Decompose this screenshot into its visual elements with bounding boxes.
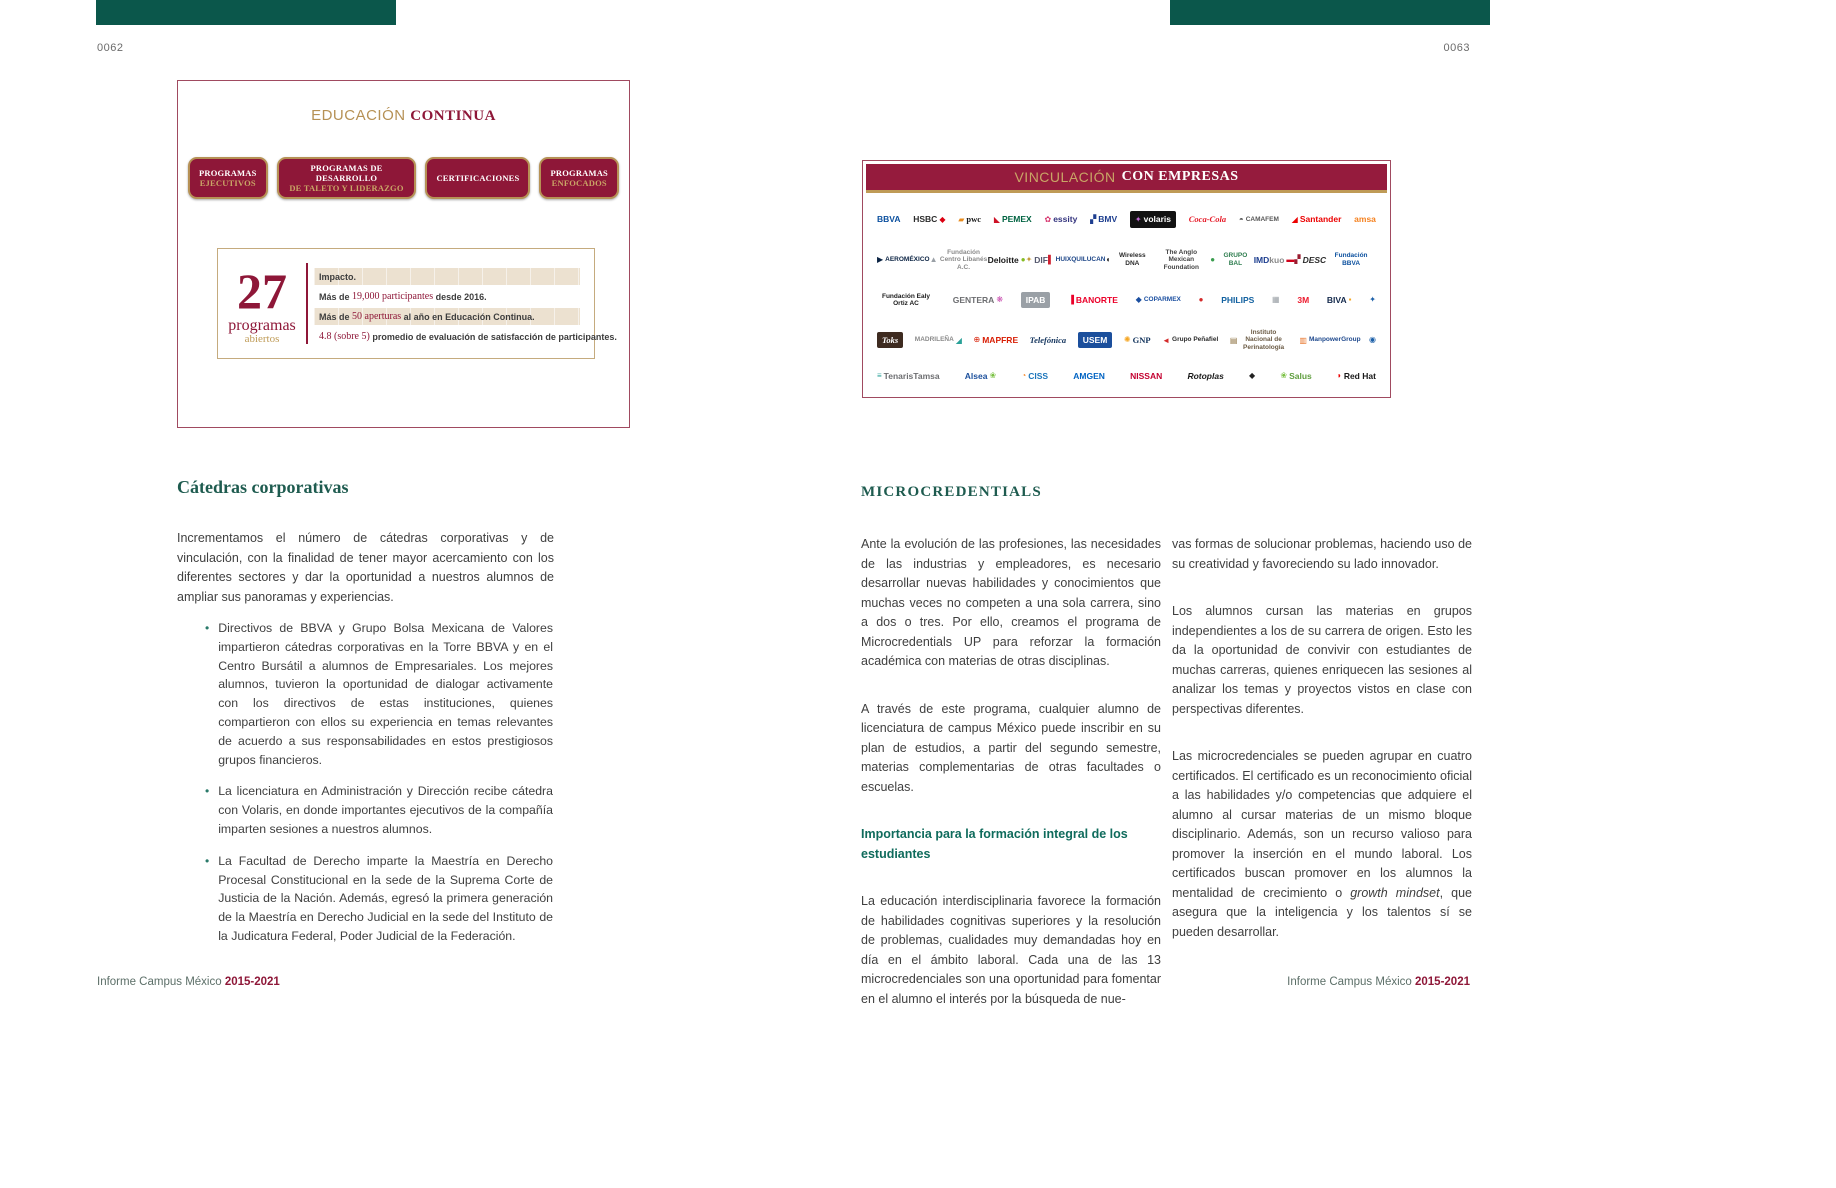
vinculacion-banner xyxy=(866,164,1387,193)
educacion-continua-panel xyxy=(177,80,630,428)
company-logo xyxy=(1130,372,1162,381)
company-logo xyxy=(1106,252,1153,267)
logo-label: volaris xyxy=(1143,214,1171,225)
logo-mark-icon: ⊕ xyxy=(973,335,981,345)
footer-label: Informe Campus México xyxy=(1287,976,1415,988)
company-logo xyxy=(1045,215,1078,224)
logo-mark-icon: ▪ xyxy=(1348,294,1352,304)
logo-label: PEMEX xyxy=(1001,214,1032,225)
logo-mark-icon: ◄ xyxy=(1162,335,1171,345)
logo-label: Instituto Nacional de Perinatología xyxy=(1243,328,1285,351)
company-logo xyxy=(1272,296,1280,304)
company-logo xyxy=(1048,255,1106,264)
logo-row-5 xyxy=(877,372,1376,381)
catedras-intro-paragraph: Incrementamos el número de cátedras corporativas y de vinculación, con la finalidad de tener mayor acercamiento con los diferentes sectores y dar la oportunidad a nuestros alumnos de ampliar sus panoramas y experiencias. xyxy=(177,531,554,604)
logo-label: GRUPO BAL xyxy=(1223,252,1248,267)
logo-label: Santander xyxy=(1299,214,1342,225)
logo-mark-icon: ❀ xyxy=(989,371,997,381)
logo-label: Coca-Cola xyxy=(1188,214,1227,225)
impact-row xyxy=(314,328,617,345)
logo-label: Toks xyxy=(882,334,899,345)
logo-mark-icon: ◆ xyxy=(1249,371,1256,381)
logo-mark-icon: ✦ xyxy=(1134,214,1142,224)
program-button-line2: DE TALETO Y LIDERAZGO xyxy=(289,183,404,193)
company-logo xyxy=(1221,296,1254,305)
logo-label: HSBC xyxy=(913,214,938,225)
company-logo xyxy=(1124,336,1151,345)
logo-label: 3M xyxy=(1297,294,1310,305)
logo-label: CISS xyxy=(1028,371,1049,382)
footer-label: Informe Campus México xyxy=(97,976,225,988)
logo-mark-icon: ◗ xyxy=(1336,371,1342,381)
logo-mark-icon: ▐ xyxy=(1068,294,1074,304)
bullet-item xyxy=(205,619,553,769)
impact-divider xyxy=(306,263,308,344)
micro-paragraph: Los alumnos cursan las materias en grupos independientes a los de su carrera de origen. Esto les da la oportunidad de convivir con estudiantes de muchas carreras, quienes enriquecen las sesiones al analizar los temas y proyectos vistos en clase con perspectivas diferentes. xyxy=(1172,604,1472,716)
program-button-line1: PROGRAMAS xyxy=(199,168,257,178)
program-buttons-row xyxy=(178,157,629,199)
program-button-line2: EJECUTIVOS xyxy=(199,178,256,188)
logo-mark-icon: ◓ xyxy=(1238,215,1244,225)
impact-row-lead: Más de xyxy=(319,291,353,302)
programs-count-sublabel: abiertos xyxy=(244,332,280,345)
logo-label: ManpowerGroup xyxy=(1308,336,1361,344)
logo-label: pwc xyxy=(966,214,982,225)
logo-label: IMD xyxy=(1253,254,1270,265)
impact-row-highlight: 4.8 (sobre 5) xyxy=(319,331,370,342)
program-category-button xyxy=(188,157,268,199)
logo-label: AEROMÉXICO xyxy=(885,256,930,264)
right-page-top-bar xyxy=(1170,0,1490,25)
company-logo xyxy=(877,215,900,224)
company-logo xyxy=(994,215,1032,224)
company-logo xyxy=(1073,372,1105,381)
programs-count: 27 xyxy=(237,262,287,319)
company-logo xyxy=(1294,256,1326,265)
company-logo xyxy=(1210,252,1253,267)
company-logo xyxy=(1162,336,1218,345)
company-logo xyxy=(958,215,981,224)
logo-mark-icon: ≡ xyxy=(877,371,882,381)
micro-paragraph-italic: growth mindset xyxy=(1350,885,1440,900)
logo-mark-icon: ◢ xyxy=(955,335,962,345)
micro-paragraph: La educación interdisciplinaria favorece la formación de habilidades cognitivas superiores y la resolución de problemas, cualidades muy demandadas hoy en día en el ámbito laboral. Cada una de las 13 microcredenciales son una oportunidad para fomentar en el alumno el interés por la búsqueda de nue- xyxy=(861,894,1161,1006)
educacion-continua-title xyxy=(178,107,629,125)
logo-label: GENTERA xyxy=(952,294,995,305)
company-logo xyxy=(1130,211,1176,228)
logo-label: Fundación Centro Libanés A.C. xyxy=(939,248,988,271)
logo-mark-icon: ✦ xyxy=(1025,254,1033,264)
logo-label: DIF xyxy=(1034,254,1048,265)
company-logo xyxy=(1078,332,1113,349)
company-logo xyxy=(1199,296,1204,304)
logo-label: essity xyxy=(1053,214,1078,225)
logo-mark-icon: ◆ xyxy=(939,214,946,224)
logo-mark-icon: ▞ xyxy=(1294,254,1301,264)
company-logo xyxy=(1189,215,1226,224)
logo-label: TenarisTamsa xyxy=(883,371,940,382)
program-button-line2: ENFOCADOS xyxy=(551,178,607,188)
impact-row-lead: Impacto. xyxy=(319,271,357,282)
logo-mark-icon: ▥ xyxy=(1299,335,1307,345)
logo-label: Telefónica xyxy=(1029,334,1067,345)
company-logo xyxy=(1068,296,1118,305)
company-logo xyxy=(1337,372,1376,381)
logo-label: BIVA xyxy=(1326,294,1347,305)
logo-label: Wireless DNA xyxy=(1118,252,1146,267)
impact-row-tail: promedio de evaluación de satisfacción de participantes. xyxy=(369,331,617,342)
logo-mark-icon: ◖ xyxy=(1105,255,1111,265)
logo-mark-icon: ▲ xyxy=(929,255,938,265)
logo-mark-icon: ◣ xyxy=(993,214,1000,224)
impact-row xyxy=(314,308,580,325)
program-button-line1: CERTIFICACIONES xyxy=(436,173,520,183)
programs-count-label: programas xyxy=(228,316,296,334)
catedras-bullet-list xyxy=(205,619,553,959)
logo-mark-icon: ▤ xyxy=(1229,335,1238,345)
logo-label: Fundación BBVA xyxy=(1334,252,1368,267)
logo-label: Deloitte xyxy=(987,254,1019,265)
impact-row-tail: al año en Educación Continua. xyxy=(401,311,535,322)
company-logo xyxy=(915,336,962,345)
impact-row-lead: Más de xyxy=(319,311,353,322)
program-category-button xyxy=(277,157,417,199)
company-logo xyxy=(1297,296,1309,305)
logo-label: Fundación Ealy Ortiz AC xyxy=(881,292,931,307)
title-word-con-empresas: CON EMPRESAS xyxy=(1121,169,1239,184)
impact-row xyxy=(314,268,580,285)
logo-label: Grupo Peñafiel xyxy=(1172,336,1219,344)
logo-label: BMV xyxy=(1098,214,1118,225)
left-page-footer xyxy=(97,976,280,988)
logo-mark-icon: ◔ xyxy=(1021,371,1027,381)
company-logo xyxy=(1152,249,1210,271)
company-logo xyxy=(953,296,1003,305)
company-logo xyxy=(877,372,940,381)
logo-mark-icon: ▶ xyxy=(877,255,884,265)
micro-paragraph: A través de este programa, cualquier alumno de licenciatura de campus México puede inscribir en su plan de estudios, a partir del segundo semestre, materias complementarias de otras facultades o escuelas. xyxy=(861,701,1161,794)
logo-label: BBVA xyxy=(877,214,901,225)
logo-label: MAPFRE xyxy=(982,334,1019,345)
logo-mark-icon: ◉ xyxy=(1368,335,1376,345)
microcredentials-column-2 xyxy=(1172,535,1472,970)
company-logo xyxy=(1369,296,1376,304)
micro-subheading: Importancia para la formación integral de los estudiantes xyxy=(861,827,1128,861)
impact-row-highlight: 50 aperturas xyxy=(352,311,402,322)
bullet-dot-icon: • xyxy=(205,621,210,635)
logo-row-1 xyxy=(877,211,1376,228)
left-page-top-bar xyxy=(96,0,396,25)
title-word-vinculacion: VINCULACIÓN xyxy=(1014,169,1116,185)
logo-label: AMGEN xyxy=(1073,371,1105,382)
company-logo xyxy=(1239,215,1279,224)
logo-mark-icon: ▞ xyxy=(1090,214,1097,224)
micro-paragraph: vas formas de solucionar problemas, haciendo uso de su creatividad y favoreciendo su lado innovador. xyxy=(1172,537,1472,571)
impact-row xyxy=(314,288,580,305)
company-logo xyxy=(1292,215,1342,224)
company-logo xyxy=(930,249,988,271)
microcredentials-heading: MICROCREDENTIALS xyxy=(861,484,1042,500)
program-button-line1: PROGRAMAS xyxy=(550,168,608,178)
company-logo xyxy=(965,372,996,381)
logo-mark-icon: ▬ xyxy=(1286,254,1295,264)
logo-mark-icon: ▰ xyxy=(958,214,965,224)
company-logo xyxy=(1254,256,1270,265)
company-logo xyxy=(1026,256,1048,265)
bullet-item xyxy=(205,782,553,838)
company-logos-grid xyxy=(877,201,1376,391)
logo-label: kuo xyxy=(1269,254,1285,265)
company-logo xyxy=(877,332,903,349)
company-logo xyxy=(1249,372,1255,380)
logo-label: Alsea xyxy=(964,371,988,382)
footer-years: 2015-2021 xyxy=(224,976,280,988)
company-logo xyxy=(988,256,1026,265)
logo-mark-icon: ✿ xyxy=(1044,214,1052,224)
logo-label: CAMAFEM xyxy=(1245,215,1279,223)
program-category-button xyxy=(539,157,619,199)
company-logo xyxy=(1090,215,1117,224)
logo-mark-icon: ◆ xyxy=(1135,295,1142,305)
logo-mark-icon: ● xyxy=(1198,294,1204,304)
logo-row-2 xyxy=(877,249,1376,271)
logo-label: amsa xyxy=(1354,214,1376,225)
left-page-number: 0062 xyxy=(97,42,124,54)
company-logo xyxy=(1187,372,1223,381)
program-category-button xyxy=(425,157,530,199)
logo-row-4 xyxy=(877,329,1376,351)
logo-mark-icon: ❀ xyxy=(1280,371,1288,381)
logo-mark-icon: ▌ xyxy=(1048,255,1054,265)
logo-label: NISSAN xyxy=(1130,371,1163,382)
impact-row-highlight: 19,000 participantes xyxy=(352,291,434,302)
logo-label: DESC xyxy=(1302,254,1327,265)
company-logo xyxy=(877,255,930,264)
company-logo xyxy=(1326,252,1376,267)
company-logo xyxy=(1299,335,1361,345)
impact-row-tail: desde 2016. xyxy=(433,291,487,302)
micro-paragraph-text: Las microcredenciales se pueden agrupar en cuatro certificados. El certificado es un reconocimiento oficial a las habilidades y/o competencias que adquiere el alumno al cursar materias de un mismo bloque disciplinario. Además, son un recurso valioso para promover la inserción en el mundo laboral. Los certificados buscan promover en los alumnos la mentalidad de crecimiento o xyxy=(1172,749,1472,900)
logo-label: BANORTE xyxy=(1075,294,1118,305)
logo-label: HUIXQUILUCAN xyxy=(1055,256,1106,264)
logo-label: Rotoplas xyxy=(1187,371,1224,382)
bullet-dot-icon: • xyxy=(205,784,210,799)
company-logo xyxy=(1280,372,1311,381)
bullet-text: La Facultad de Derecho imparte la Maestría en Derecho Procesal Constitucional en la sede de la Suprema Corte de Justicia de la Nación. Además, egresó la primera generación de la Maestría en Derecho Judicial en la sede del Instituto de la Judicatura Federal, Poder Judicial de la Federación. xyxy=(218,853,553,943)
right-page-footer xyxy=(1170,976,1470,988)
company-logo xyxy=(1030,336,1067,345)
vinculacion-panel xyxy=(862,160,1391,398)
bullet-text: La licenciatura en Administración y Dirección recibe cátedra con Volaris, en donde importantes ejecutivos de la compañía imparten sesiones a nuestros alumnos. xyxy=(218,784,553,836)
company-logo xyxy=(1369,336,1376,344)
bullet-text: Directivos de BBVA y Grupo Bolsa Mexicana de Valores impartieron cátedras corporativas en la Torre BBVA y en el Centro Bursátil a alumnos de Empresariales. Los mejores alumnos, tuvieron la oportunidad de dialogar activamente con los directivos de estas instituciones, quienes compartieron con ellos su experiencia en temas relevantes de acuerdo a sus responsabilidades en estos prestigiosos grupos financieros. xyxy=(218,621,553,767)
footer-years: 2015-2021 xyxy=(1415,976,1470,988)
logo-label: IPAB xyxy=(1025,294,1046,305)
micro-paragraph: Ante la evolución de las profesiones, las necesidades de las industrias y empleadores, es necesario desarrollar nuevas habilidades y conocimientos que muchas veces no competen a una sola carrera, sino a dos o tres. Por ello, creamos el programa de Microcredentials UP para reforzar la formación académica con materias de otras disciplinas. xyxy=(861,537,1161,668)
logo-label: Red Hat xyxy=(1343,371,1376,382)
company-logo xyxy=(974,336,1019,345)
logo-label: Salus xyxy=(1289,371,1312,382)
catedras-heading: Cátedras corporativas xyxy=(177,477,349,497)
company-logo xyxy=(1021,292,1051,309)
logo-mark-icon: ◢ xyxy=(1291,214,1298,224)
logo-mark-icon: ✦ xyxy=(1369,294,1376,304)
logo-label: PHILIPS xyxy=(1221,294,1255,305)
logo-label: USEM xyxy=(1082,334,1108,345)
company-logo xyxy=(1354,215,1376,224)
logo-row-3 xyxy=(877,292,1376,309)
logo-mark-icon: ❋ xyxy=(996,294,1004,304)
microcredentials-column-1 xyxy=(861,535,1161,1037)
company-logo xyxy=(1230,329,1288,351)
micro-paragraph-text: , que asegura que la inteligencia y los talentos sí se pueden desarrollar. xyxy=(1172,885,1472,939)
right-page-number: 0063 xyxy=(1443,42,1470,54)
company-logo xyxy=(1136,295,1181,304)
micro-paragraph xyxy=(1172,747,1472,942)
company-logo xyxy=(1021,372,1048,381)
bullet-item xyxy=(205,852,553,946)
impact-rows xyxy=(314,268,617,348)
company-logo xyxy=(913,215,945,224)
logo-label: The Anglo Mexican Foundation xyxy=(1163,248,1199,271)
logo-label: GNP xyxy=(1132,334,1151,345)
logo-label: MADRILEÑA xyxy=(914,336,954,344)
program-button-line1: PROGRAMAS DE DESARROLLO xyxy=(310,163,383,183)
programs-count-block xyxy=(218,249,306,358)
impact-stats-box xyxy=(217,248,617,359)
company-logo xyxy=(1269,256,1294,265)
logo-mark-icon: ▦ xyxy=(1272,294,1280,304)
logo-mark-icon: ● xyxy=(1210,255,1216,265)
title-word-continua: CONTINUA xyxy=(410,108,496,124)
bullet-dot-icon: • xyxy=(205,853,210,868)
logo-label: COPARMEX xyxy=(1143,296,1181,304)
logo-mark-icon: ✺ xyxy=(1123,335,1131,345)
title-word-educacion: EDUCACIÓN xyxy=(311,107,411,124)
company-logo xyxy=(1327,296,1352,305)
logo-mark-icon: ● xyxy=(1020,254,1026,264)
company-logo xyxy=(877,293,935,308)
